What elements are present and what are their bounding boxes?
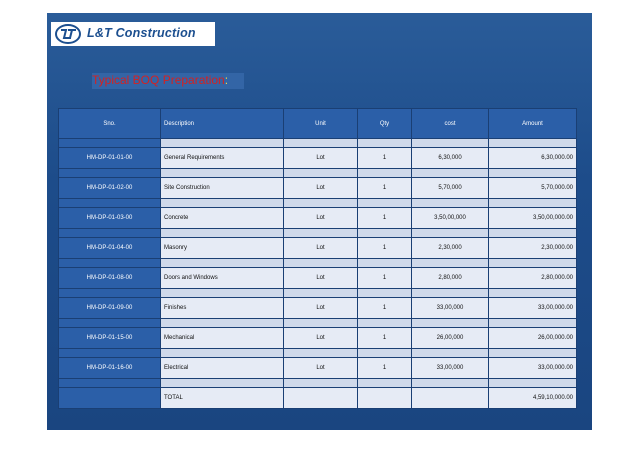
- col-header-qty: Qty: [358, 109, 412, 139]
- col-header-sno: Sno.: [59, 109, 161, 139]
- spacer-cell: [358, 139, 412, 148]
- cell-description: Electrical: [161, 358, 284, 379]
- spacer-cell: [59, 199, 161, 208]
- spacer-row: [59, 289, 577, 298]
- spacer-cell: [59, 289, 161, 298]
- total-row: [59, 388, 577, 409]
- table-row: [59, 178, 577, 199]
- cell-sno: HM-DP-01-01-00: [59, 148, 161, 169]
- cell-qty: 1: [358, 328, 412, 349]
- spacer-cell: [358, 229, 412, 238]
- col-header-unit: Unit: [284, 109, 358, 139]
- spacer-cell: [358, 169, 412, 178]
- cell-sno: HM-DP-01-16-00: [59, 358, 161, 379]
- spacer-cell: [412, 139, 489, 148]
- table-row: [59, 358, 577, 379]
- spacer-row: [59, 169, 577, 178]
- cell-sno: HM-DP-01-04-00: [59, 238, 161, 259]
- cell-amount: 6,30,000.00: [489, 148, 577, 169]
- spacer-cell: [284, 169, 358, 178]
- spacer-cell: [489, 199, 577, 208]
- cell-description: Doors and Windows: [161, 268, 284, 289]
- col-header-amount: Amount: [489, 109, 577, 139]
- spacer-cell: [59, 379, 161, 388]
- spacer-cell: [59, 139, 161, 148]
- spacer-cell: [412, 349, 489, 358]
- spacer-cell: [284, 139, 358, 148]
- spacer-cell: [489, 229, 577, 238]
- table-row: [59, 268, 577, 289]
- spacer-cell: [412, 229, 489, 238]
- cell-cost: 33,00,000: [412, 358, 489, 379]
- spacer-cell: [358, 349, 412, 358]
- cell-description: Masonry: [161, 238, 284, 259]
- cell-amount: 26,00,000.00: [489, 328, 577, 349]
- cell-cost: 26,00,000: [412, 328, 489, 349]
- spacer-row: [59, 379, 577, 388]
- spacer-cell: [161, 319, 284, 328]
- spacer-cell: [489, 319, 577, 328]
- spacer-cell: [161, 259, 284, 268]
- cell-sno: HM-DP-01-03-00: [59, 208, 161, 229]
- table-row: [59, 328, 577, 349]
- spacer-cell: [284, 259, 358, 268]
- spacer-cell: [161, 199, 284, 208]
- cell-unit: Lot: [284, 148, 358, 169]
- cell-cost: 6,30,000: [412, 148, 489, 169]
- spacer-cell: [161, 379, 284, 388]
- cell-qty: 1: [358, 178, 412, 199]
- spacer-cell: [59, 259, 161, 268]
- spacer-cell: [489, 139, 577, 148]
- spacer-cell: [489, 349, 577, 358]
- lt-logo-icon: [55, 24, 81, 44]
- cell-amount: 33,00,000.00: [489, 298, 577, 319]
- cell-qty: 1: [358, 298, 412, 319]
- col-header-description: Description: [161, 109, 284, 139]
- cell-unit: [284, 388, 358, 409]
- spacer-cell: [412, 319, 489, 328]
- cell-qty: 1: [358, 358, 412, 379]
- spacer-cell: [412, 169, 489, 178]
- spacer-row: [59, 259, 577, 268]
- cell-amount: 2,80,000.00: [489, 268, 577, 289]
- spacer-row: [59, 319, 577, 328]
- table-row: [59, 238, 577, 259]
- cell-description: General Requirements: [161, 148, 284, 169]
- spacer-cell: [358, 289, 412, 298]
- spacer-cell: [284, 379, 358, 388]
- spacer-cell: [284, 199, 358, 208]
- spacer-cell: [59, 229, 161, 238]
- cell-sno: HM-DP-01-15-00: [59, 328, 161, 349]
- spacer-cell: [284, 229, 358, 238]
- spacer-cell: [358, 319, 412, 328]
- spacer-cell: [59, 169, 161, 178]
- boq-table: [58, 108, 577, 409]
- spacer-cell: [161, 349, 284, 358]
- spacer-cell: [412, 199, 489, 208]
- cell-description: Site Construction: [161, 178, 284, 199]
- cell-amount: 33,00,000.00: [489, 358, 577, 379]
- cell-unit: Lot: [284, 178, 358, 199]
- cell-description: Mechanical: [161, 328, 284, 349]
- spacer-row: [59, 139, 577, 148]
- spacer-cell: [161, 289, 284, 298]
- cell-unit: Lot: [284, 238, 358, 259]
- spacer-cell: [284, 319, 358, 328]
- col-header-cost: cost: [412, 109, 489, 139]
- cell-cost: 2,30,000: [412, 238, 489, 259]
- cell-cost: 33,00,000: [412, 298, 489, 319]
- page-title-colon: :: [224, 73, 229, 87]
- logo: [51, 22, 215, 46]
- cell-unit: Lot: [284, 268, 358, 289]
- cell-cost: 5,70,000: [412, 178, 489, 199]
- page-title-text: Typical BOQ Preparation: [92, 73, 225, 87]
- cell-amount: 2,30,000.00: [489, 238, 577, 259]
- cell-qty: 1: [358, 238, 412, 259]
- spacer-row: [59, 199, 577, 208]
- table-header-row: [59, 109, 577, 139]
- table-row: [59, 298, 577, 319]
- cell-description: Concrete: [161, 208, 284, 229]
- cell-description: Finishes: [161, 298, 284, 319]
- spacer-cell: [489, 379, 577, 388]
- cell-cost: 2,80,000: [412, 268, 489, 289]
- spacer-cell: [59, 319, 161, 328]
- spacer-cell: [161, 139, 284, 148]
- cell-qty: [358, 388, 412, 409]
- table-row: [59, 208, 577, 229]
- cell-sno: HM-DP-01-02-00: [59, 178, 161, 199]
- spacer-cell: [489, 289, 577, 298]
- cell-sno: [59, 388, 161, 409]
- spacer-cell: [161, 229, 284, 238]
- spacer-cell: [284, 349, 358, 358]
- total-amount: 4,59,10,000.00: [489, 388, 577, 409]
- spacer-cell: [358, 379, 412, 388]
- spacer-cell: [412, 379, 489, 388]
- spacer-cell: [358, 259, 412, 268]
- cell-sno: HM-DP-01-08-00: [59, 268, 161, 289]
- cell-qty: 1: [358, 208, 412, 229]
- cell-unit: Lot: [284, 208, 358, 229]
- table-row: [59, 148, 577, 169]
- cell-amount: 5,70,000.00: [489, 178, 577, 199]
- spacer-cell: [161, 169, 284, 178]
- spacer-cell: [412, 289, 489, 298]
- cell-qty: 1: [358, 268, 412, 289]
- cell-cost: 3,50,00,000: [412, 208, 489, 229]
- spacer-cell: [489, 259, 577, 268]
- spacer-row: [59, 229, 577, 238]
- spacer-row: [59, 349, 577, 358]
- page-title: [92, 73, 228, 87]
- cell-qty: 1: [358, 148, 412, 169]
- slide: [47, 13, 592, 430]
- company-name: L&T Construction: [87, 26, 196, 40]
- cell-amount: 3,50,00,000.00: [489, 208, 577, 229]
- spacer-cell: [489, 169, 577, 178]
- cell-sno: HM-DP-01-09-00: [59, 298, 161, 319]
- spacer-cell: [59, 349, 161, 358]
- total-label: TOTAL: [161, 388, 284, 409]
- spacer-cell: [412, 259, 489, 268]
- spacer-cell: [358, 199, 412, 208]
- cell-unit: Lot: [284, 328, 358, 349]
- cell-unit: Lot: [284, 358, 358, 379]
- cell-cost: [412, 388, 489, 409]
- spacer-cell: [284, 289, 358, 298]
- cell-unit: Lot: [284, 298, 358, 319]
